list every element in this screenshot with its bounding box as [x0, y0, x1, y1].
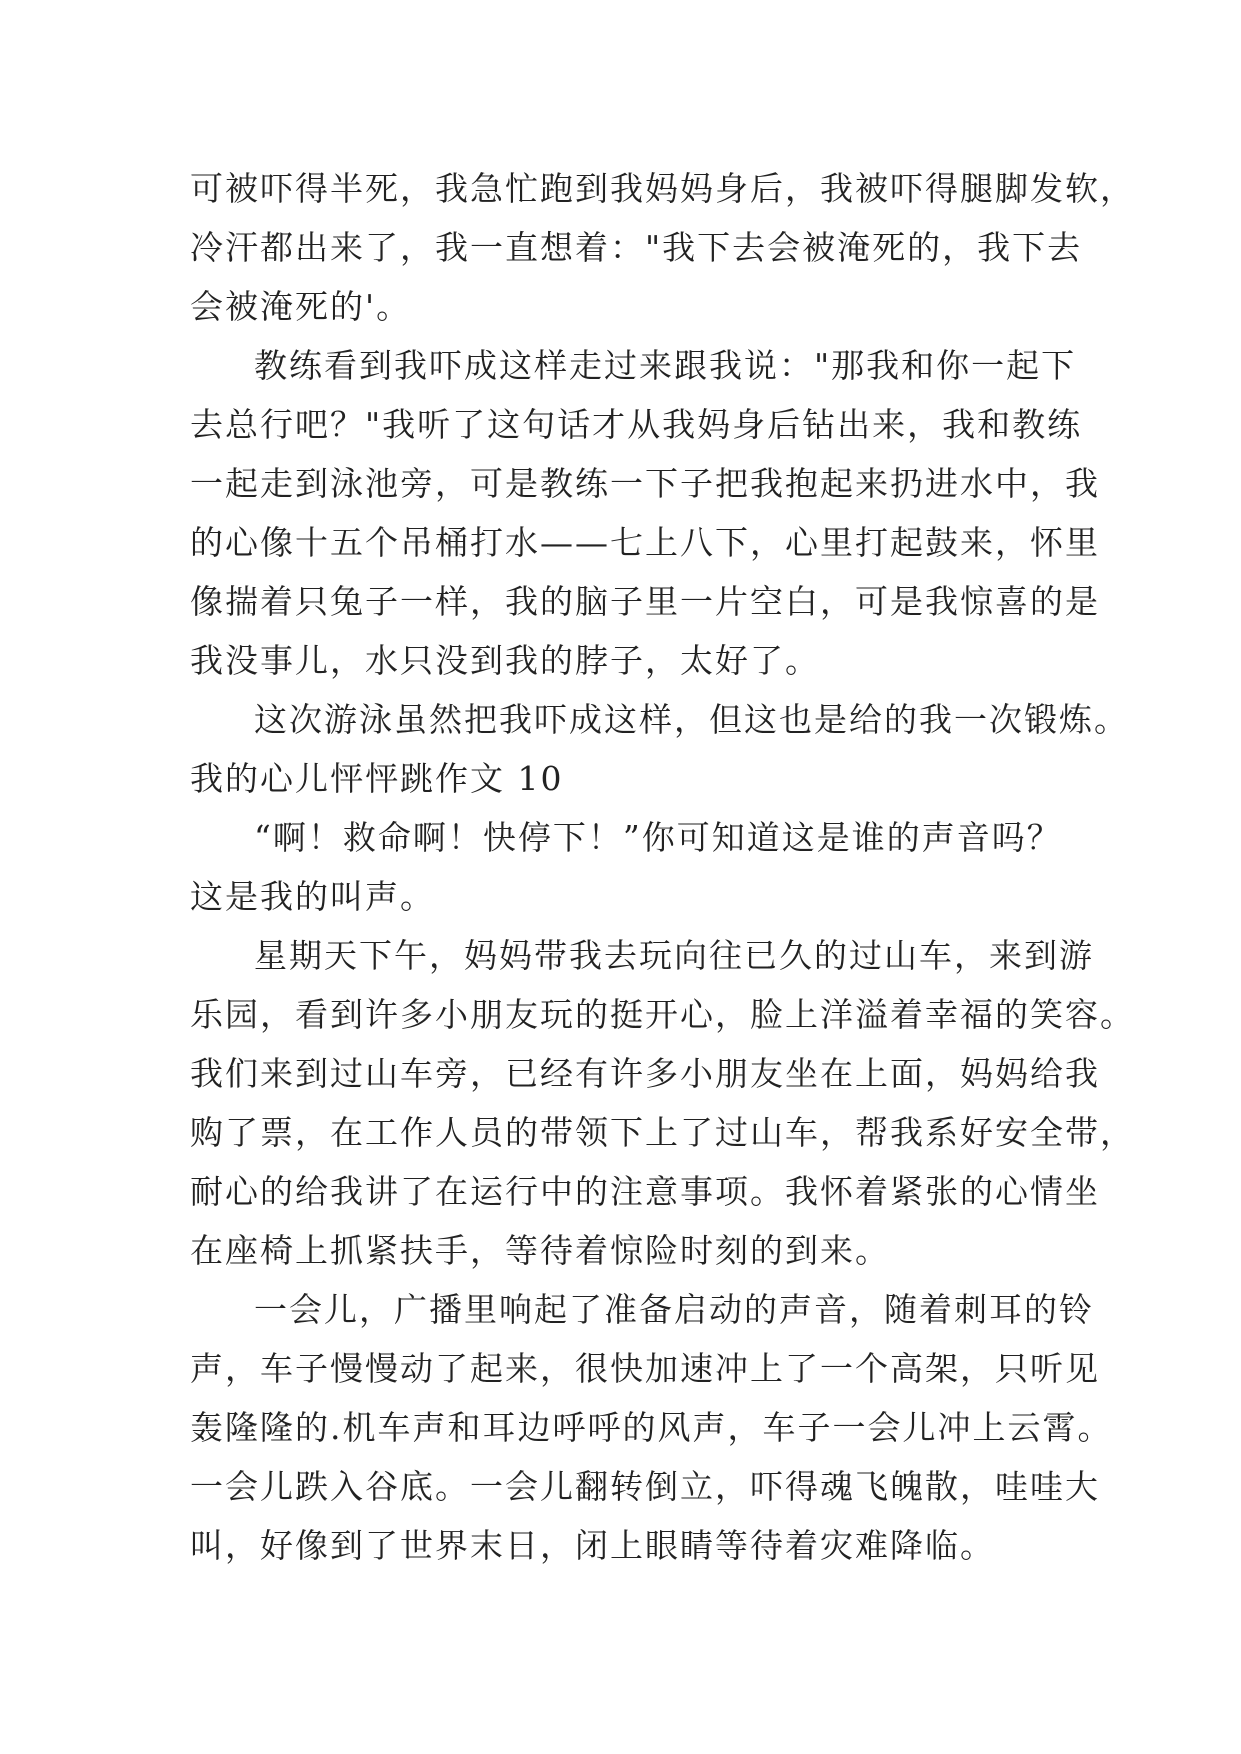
text-line: 购了票，在工作人员的带领下上了过山车，帮我系好安全带， [190, 1113, 1135, 1152]
text-line: 冷汗都出来了，我一直想着："我下去会被淹死的，我下去 [190, 228, 1083, 267]
text-line: 我的心儿怦怦跳作文 10 [190, 759, 564, 798]
text-line: 会被淹死的'。 [190, 287, 412, 326]
text-line: 一会儿跌入谷底。一会儿翻转倒立，吓得魂飞魄散，哇哇大 [190, 1467, 1100, 1506]
text-line: 我没事儿，水只没到我的脖子，太好了。 [190, 641, 820, 680]
text-line: 像揣着只兔子一样，我的脑子里一片空白，可是我惊喜的是 [190, 582, 1100, 621]
text-line: 的心像十五个吊桶打水——七上八下，心里打起鼓来，怀里 [190, 523, 1100, 562]
text-line: 去总行吧？"我听了这句话才从我妈身后钻出来，我和教练 [190, 405, 1083, 444]
text-line: 乐园，看到许多小朋友玩的挺开心，脸上洋溢着幸福的笑容。 [190, 995, 1135, 1034]
text-line: 声，车子慢慢动了起来，很快加速冲上了一个高架，只听见 [190, 1349, 1100, 1388]
text-line: 这是我的叫声。 [190, 877, 435, 916]
text-line: 这次游泳虽然把我吓成这样，但这也是给的我一次锻炼。 [254, 700, 1129, 739]
text-line: 星期天下午，妈妈带我去玩向往已久的过山车，来到游 [254, 936, 1094, 975]
text-line: “啊！救命啊！快停下！”你可知道这是谁的声音吗？ [254, 818, 1062, 857]
text-line: 一起走到泳池旁，可是教练一下子把我抱起来扔进水中，我 [190, 464, 1100, 503]
text-line: 叫，好像到了世界末日，闭上眼睛等待着灾难降临。 [190, 1526, 995, 1565]
document-body [190, 159, 1135, 1575]
text-line: 耐心的给我讲了在运行中的注意事项。我怀着紧张的心情坐 [190, 1172, 1100, 1211]
text-line: 可被吓得半死，我急忙跑到我妈妈身后，我被吓得腿脚发软， [190, 169, 1135, 208]
text-line: 教练看到我吓成这样走过来跟我说："那我和你一起下 [254, 346, 1077, 385]
text-line: 轰隆隆的.机车声和耳边呼呼的风声，车子一会儿冲上云霄。 [190, 1408, 1113, 1447]
text-line: 一会儿，广播里响起了准备启动的声音，随着刺耳的铃 [254, 1290, 1094, 1329]
text-line: 我们来到过山车旁，已经有许多小朋友坐在上面，妈妈给我 [190, 1054, 1100, 1093]
text-line: 在座椅上抓紧扶手，等待着惊险时刻的到来。 [190, 1231, 890, 1270]
